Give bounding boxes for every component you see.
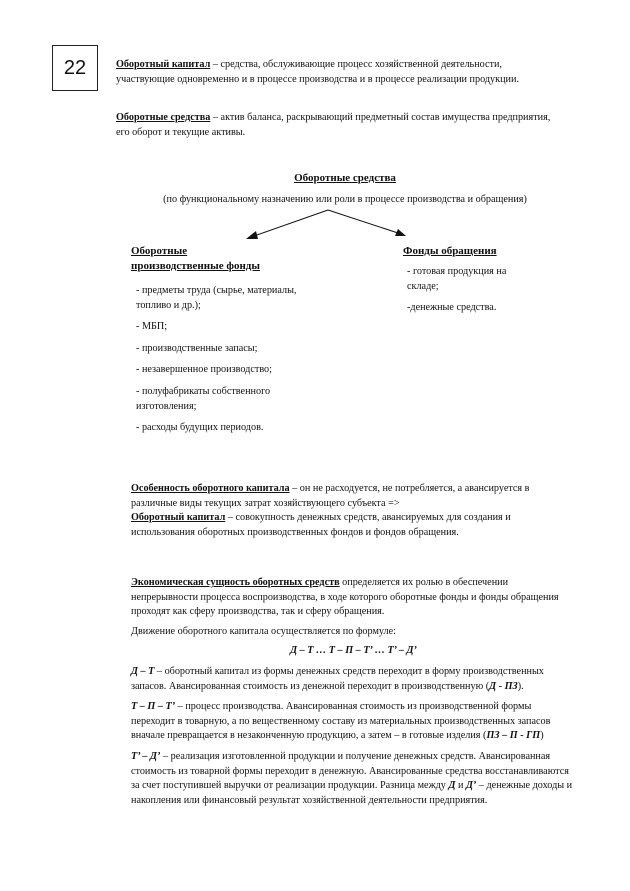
stage-tail: ). (517, 680, 524, 692)
essence-section (131, 576, 576, 808)
stage-tag: ПЗ – П - ГП (486, 730, 541, 742)
term-working-capital: Оборотный капитал (116, 59, 211, 70)
left-branch-title-line1: Оборотные (131, 245, 188, 257)
term-current-assets: Оборотные средства (116, 112, 211, 123)
left-branch-list (136, 284, 301, 443)
feature-text (131, 482, 571, 511)
feature-paragraph (131, 482, 571, 540)
stage-production (131, 700, 576, 744)
stage-head: Т – П – Т’ (131, 701, 176, 713)
list-item: - производственные запасы; (136, 342, 258, 354)
stage-body: – оборотный капитал из формы денежных средств переходит в форму производственных запасов. Авансированная стоимость из денежной переходит в производственную ( (131, 665, 544, 692)
term-feature: Особенность оборотного капитала (131, 483, 290, 494)
stage-money-to-goods (131, 665, 576, 694)
stage-head: Д – Т (131, 665, 155, 677)
stage-tag-2: Д’ (465, 780, 477, 792)
slide-number: 22 (63, 56, 87, 79)
stage-mid: и (455, 780, 466, 792)
list-item: - полуфабрикаты собственного изготовления; (136, 385, 271, 412)
stage-body: – процесс производства. Авансированная стоимость из производственной формы переходит в товарную, а по вещественному составу из материальных производственных запасов вначале превращается в незаконченную продукцию, а затем – в готовые изделия ( (131, 701, 551, 742)
list-item: - МБП; (136, 321, 168, 333)
arrow-right-head (395, 229, 406, 236)
essence-text (131, 576, 576, 620)
term-essence: Экономическая сущность оборотных средств (131, 577, 340, 588)
feature-body: – он не расходуется, не потребляется, а авансируется в различные виды текущих затрат хозяйствующего субъекта => (131, 483, 530, 509)
feature-definition (131, 511, 571, 540)
arrow-right-line (328, 210, 398, 233)
left-branch-title-line2: производственные фонды (131, 260, 260, 272)
list-item: - готовая продукция на складе; (407, 266, 507, 292)
list-item: - расходы будущих периодов. (136, 422, 264, 434)
stage-body: – реализация изготовленной продукции и получение денежных средств. Авансированная стоимость из товарной формы переходит в денежную. Авансированные средства восстанавливаются за счет поступившей выручки от реализации продукции. Разница между (131, 750, 569, 792)
stage-head: Т’ – Д’ (131, 750, 161, 762)
definition-text: – средства, обслуживающие процесс хозяйственной деятельности, участвующие одновременно и в процессе производства и в процессе реализации продукции. (116, 59, 519, 85)
arrow-left-head (246, 231, 258, 239)
list-item: - предметы труда (сырье, материалы, топливо и др.); (136, 285, 297, 311)
diagram-title: Оборотные средства (294, 172, 396, 184)
arrow-left-line (254, 210, 328, 236)
right-branch-title: Фонды обращения (403, 245, 497, 257)
list-item: -денежные средства. (407, 302, 497, 314)
stage-realization (131, 750, 576, 808)
feature-definition-body: – совокупность денежных средств, авансируемых для создания и использования оборотных производственных фондов и фондов обращения. (131, 512, 511, 538)
formula: Д – Т … Т – П – Т’ … Т’ – Д’ (290, 645, 417, 657)
stage-tag: Д (448, 780, 456, 792)
stage-tail: ) (540, 730, 544, 742)
term-working-capital-2: Оборотный капитал (131, 512, 226, 524)
stage-tag: Д - ПЗ (489, 680, 518, 692)
essence-body: определяется их ролью в обеспечении непрерывности процесса воспроизводства, в ходе которого оборотные фонды и фонды обращения проходят как сферу производства, так и сферу обращения. (131, 577, 559, 618)
movement-text: Движение оборотного капитала осуществляется по формуле: (131, 625, 396, 637)
stage-tail: – денежные доходы и накопления или финансовый результат хозяйственной деятельности предприятия. (131, 780, 573, 806)
right-branch-list (407, 265, 537, 323)
left-branch-title (131, 244, 331, 274)
list-item: - незавершенное производство; (136, 364, 272, 376)
definition-text: – актив баланса, раскрывающий предметный состав имущества предприятия, его оборот и текущие активы. (116, 112, 551, 138)
diagram-subtitle: (по функциональному назначению или роли в процессе производства и обращения) (163, 194, 527, 205)
